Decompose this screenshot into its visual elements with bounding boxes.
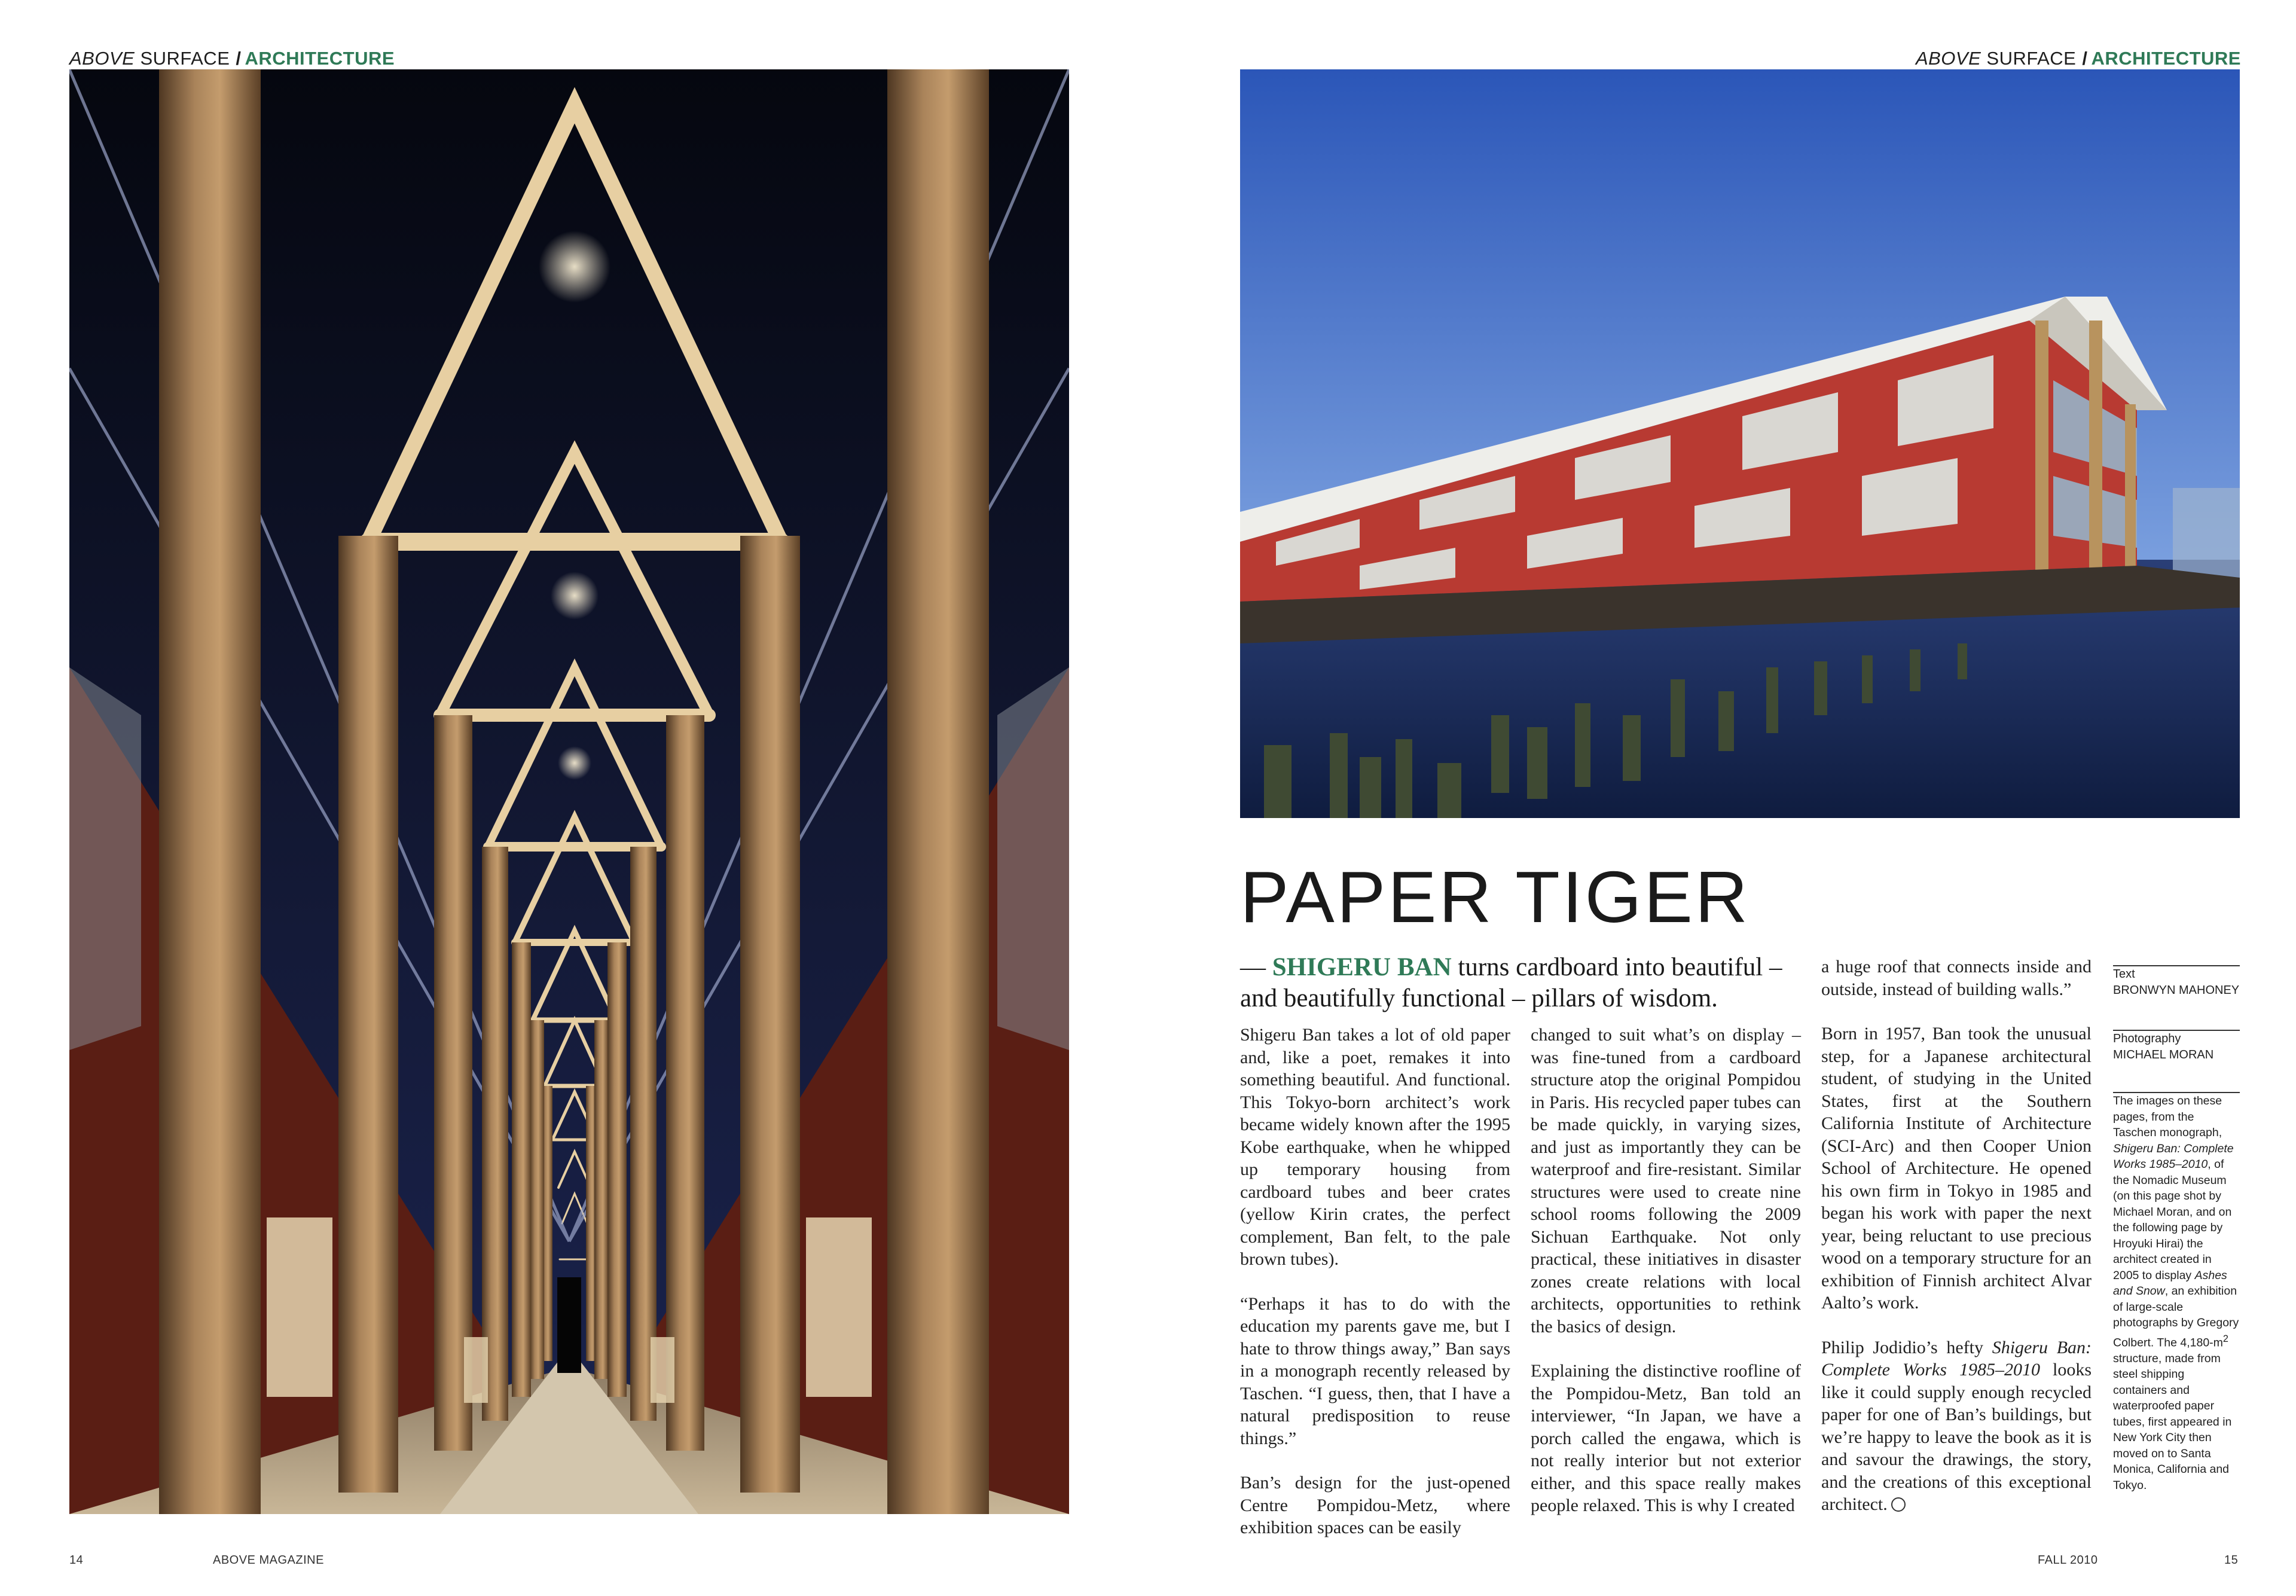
header-kicker: ABOVE [1915,48,1981,69]
paragraph: a huge roof that connects inside and outside, instead of building walls.” [1821,957,2092,999]
caption-text: , an exhibition of large-scale photographs by Gregory Colbert. The 4,180-m [2113,1284,2239,1349]
end-mark-icon [1891,1497,1906,1512]
caption-text: , of the Nomadic Museum (on this page shot by Michael Moran, and on the following page by Hroyuki Hirai) the architect created in 2005 to display [2113,1158,2232,1282]
magazine-name: ABOVE MAGAZINE [213,1554,324,1567]
deck-subject-name: SHIGERU BAN [1272,953,1452,981]
body-column-1 [1240,1024,1510,1561]
caption-book-title: Shigeru Ban: Complete Works 1985–2010 [2113,1142,2234,1171]
header-word: SURFACE [140,48,230,69]
deck-text: turns cardboard into beautiful – and beautifully functional – pillars of wisdom. [1240,953,1782,1012]
paragraph: Born in 1957, Ban took the unusual step, for a Japanese architectural student, of studying in the United States, first at the Southern California Institute of Architecture (SCI-Arc) and then Cooper Union School of Architecture. He opened his own firm in Tokyo in 1985 and began his work with paper the next year, being reluctant to use precious wood on a temporary structure for an exhibition of Finnish architect Alvar Aalto’s work. [1821,1024,2092,1313]
credit-text [2113,965,2240,999]
body-column-2 [1531,1024,1801,1539]
credit-label: Photography [2113,1032,2181,1045]
text-run: looks like it could supply enough recycled paper for one of Ban’s buildings, but we’re happy to leave the book as it is and savour the drawings, the story, and the creations of this exceptional architect. [1821,1360,2092,1514]
running-header-left [69,48,395,69]
header-slash: / [236,48,242,69]
credit-label: Text [2113,968,2135,981]
header-section: ARCHITECTURE [2091,48,2241,69]
caption-text: The images on these pages, from the Taschen monograph, [2113,1094,2222,1139]
paragraph: Shigeru Ban takes a lot of old paper and, like a poet, remakes it into something beautiful. And functional. This Tokyo-born architect’s work became widely known after the 1995 Kobe earthquake, when he whipped up temporary housing from cardboard tubes and beer crates (yellow Kirin crates, the perfect complement, Ban felt, to the pale brown tubes). [1240,1025,1510,1269]
header-kicker: ABOVE [69,48,135,69]
photo-caption [2113,1092,2240,1493]
interior-illustration [69,69,1069,1514]
running-header-right [1916,48,2241,69]
header-word: SURFACE [1986,48,2077,69]
paragraph: changed to suit what’s on display – was fine-tuned from a cardboard structure atop the original Pompidou in Paris. His recycled paper tubes can be made quickly, in varying sizes, and just as importantly they can be waterproof and fire-resistant. Similar structures were used to create nine school rooms following the 2009 Sichuan Earthquake. Not only practical, these initiatives in disaster zones create relations with local architects, opportunities to rethink the basics of design. [1531,1025,1801,1336]
paragraph-final [1821,1336,2092,1516]
caption-show-title: Ashes and Snow [2113,1268,2227,1298]
caption-text: structure, made from steel shipping containers and waterproofed paper tubes, first appeared in New York City then moved on to Santa Monica, California and Tokyo. [2113,1351,2232,1492]
credit-name: MICHAEL MORAN [2113,1048,2214,1061]
book-title: Shigeru Ban: Complete Works 1985–2010 [1821,1337,2092,1380]
paragraph: Explaining the distinctive roofline of the Pompidou-Metz, Ban told an interviewer, “In Japan, we have a porch called the engawa, which is not really interior but not exterior either, and this space really makes people relaxed. This is why I created [1531,1361,1801,1515]
paragraph: Ban’s design for the just-opened Centre Pompidou-Metz, where exhibition spaces can be easily [1240,1473,1510,1537]
credit-name: BRONWYN MAHONEY [2113,984,2240,997]
photo-nomadic-museum-exterior [1240,69,2240,818]
body-column-3 [1821,956,2092,1538]
caption-superscript: 2 [2222,1333,2228,1344]
header-section: ARCHITECTURE [245,48,395,69]
credit-photography [2113,1030,2240,1063]
page-number-right: 15 [2224,1554,2239,1567]
exterior-illustration [1240,69,2240,818]
text-run: Philip Jodidio’s hefty [1821,1337,1992,1357]
header-slash: / [2082,48,2088,69]
page-number-left: 14 [69,1554,84,1567]
issue-date: FALL 2010 [2038,1554,2098,1567]
article-title: PAPER TIGER [1240,856,1751,938]
photo-nomadic-museum-interior [69,69,1069,1514]
article-deck [1240,952,1820,1014]
divider [2113,1092,2240,1093]
paragraph: “Perhaps it has to do with the education my parents gave me, but I hate to throw things away,” Ban says in a monograph recently released by Taschen. “I guess, then, that I have a natural predisposition to reuse things.” [1240,1293,1510,1448]
deck-dash: — [1240,953,1272,981]
